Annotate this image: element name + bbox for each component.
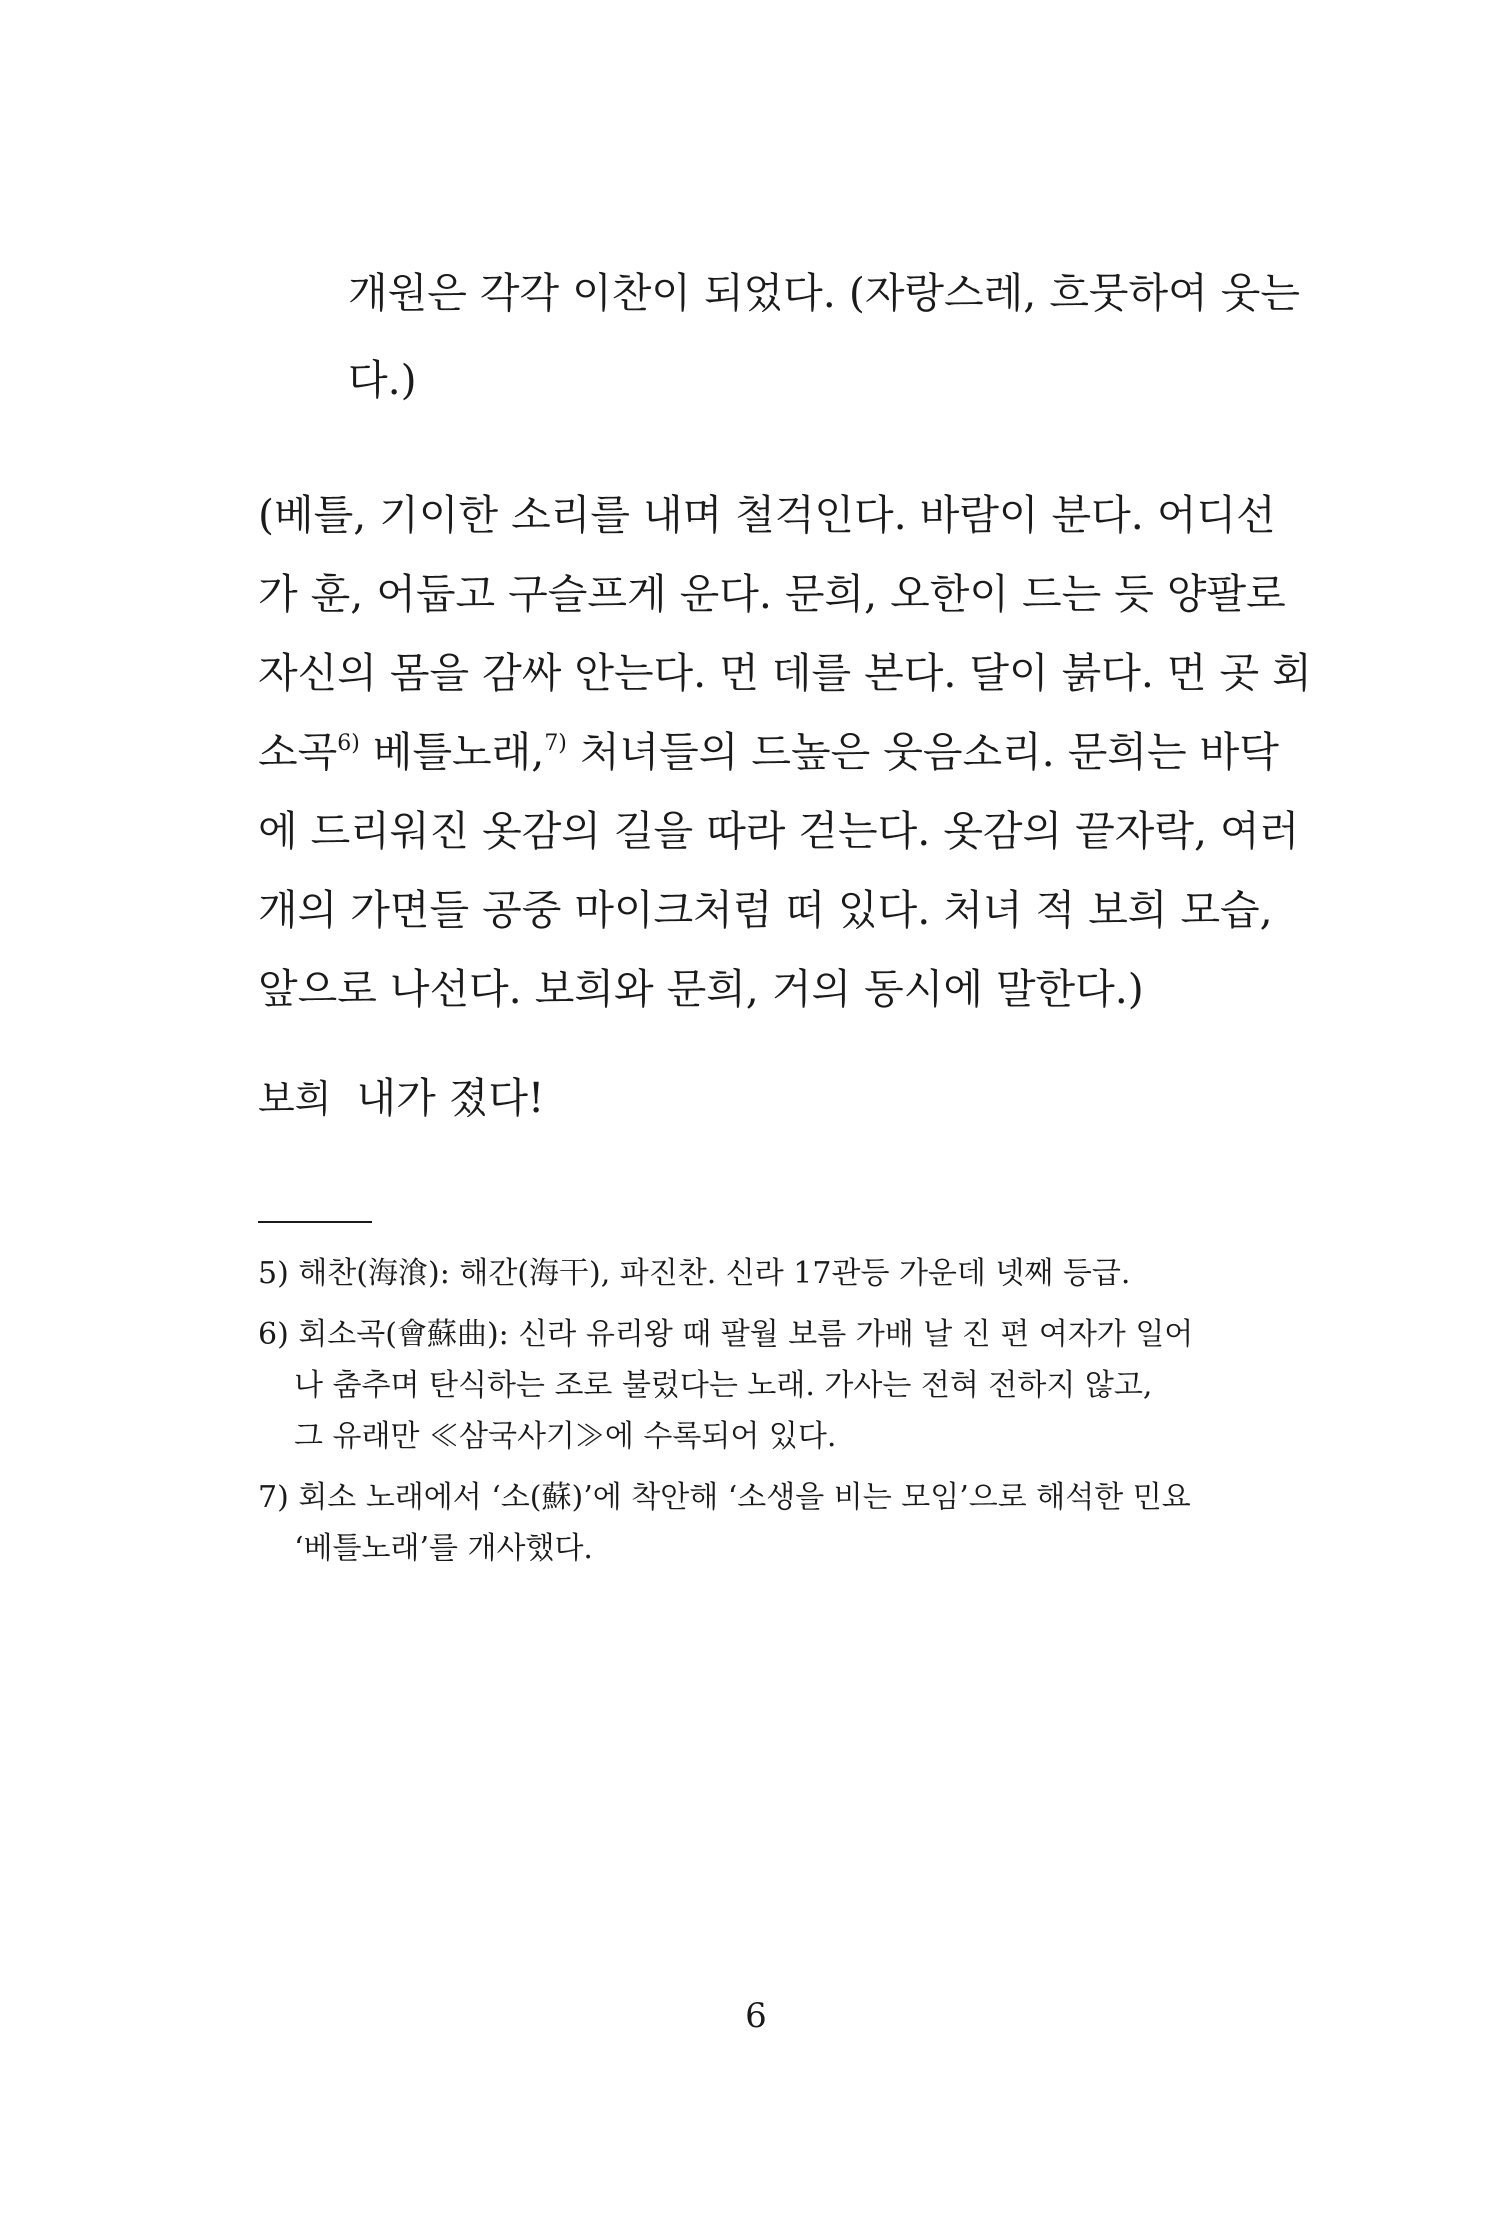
footnote-reference[interactable]: 6) <box>337 731 360 756</box>
footnote-5 <box>258 1248 1218 1299</box>
stage-line-text: 소곡 <box>258 728 338 776</box>
stage-line-text: 베틀노래, <box>359 728 545 776</box>
dialogue-line: 개원은 각각 이찬이 되었다. (자랑스레, 흐뭇하여 웃는 <box>348 269 1300 317</box>
footnote-divider <box>258 1221 372 1223</box>
speech-line <box>258 1068 544 1129</box>
footnote-6 <box>258 1309 1218 1462</box>
dialogue-line: 다.) <box>348 356 417 404</box>
footnote-line: 6) 회소곡(會蘇曲): 신라 유리왕 때 팔월 보름 가배 날 진 편 여자가 일어 <box>258 1317 1194 1352</box>
footnote-line: 7) 회소 노래에서 ‘소(蘇)’에 착안해 ‘소생을 비는 모임’으로 해석한 민요 <box>258 1480 1191 1515</box>
stage-direction <box>258 476 1312 1029</box>
stage-line: 자신의 몸을 감싸 안는다. 먼 데를 본다. 달이 붉다. 먼 곳 회 <box>258 649 1312 697</box>
stage-line <box>258 713 1279 792</box>
footnotes <box>258 1248 1218 1584</box>
stage-line: (베틀, 기이한 소리를 내며 철걱인다. 바람이 분다. 어디선 <box>258 491 1276 539</box>
stage-line: 앞으로 나선다. 보희와 문희, 거의 동시에 말한다.) <box>258 965 1144 1013</box>
footnote-line: ‘베틀노래’를 개사했다. <box>294 1531 593 1566</box>
footnote-line: 5) 해찬(海湌): 해간(海干), 파진찬. 신라 17관등 가운데 넷째 등급. <box>258 1256 1131 1291</box>
page-number: 6 <box>745 1996 767 2036</box>
stage-line: 에 드리워진 옷감의 길을 따라 걷는다. 옷감의 끝자락, 여러 <box>258 807 1300 855</box>
stage-line-text: 처녀들의 드높은 웃음소리. 문희는 바닥 <box>566 728 1279 776</box>
stage-line: 개의 가면들 공중 마이크처럼 떠 있다. 처녀 적 보희 모습, <box>258 886 1273 934</box>
speaker-name: 보희 <box>258 1077 332 1121</box>
footnote-line: 나 춤추며 탄식하는 조로 불렀다는 노래. 가사는 전혀 전하지 않고, <box>294 1368 1153 1403</box>
speech-text: 내가 졌다! <box>356 1074 545 1122</box>
footnote-reference[interactable]: 7) <box>544 731 567 756</box>
dialogue-continuation <box>348 250 1300 424</box>
footnote-7 <box>258 1472 1218 1574</box>
stage-line: 가 훈, 어둡고 구슬프게 운다. 문희, 오한이 드는 듯 양팔로 <box>258 570 1286 618</box>
footnote-line: 그 유래만 ≪삼국사기≫에 수록되어 있다. <box>294 1419 837 1454</box>
